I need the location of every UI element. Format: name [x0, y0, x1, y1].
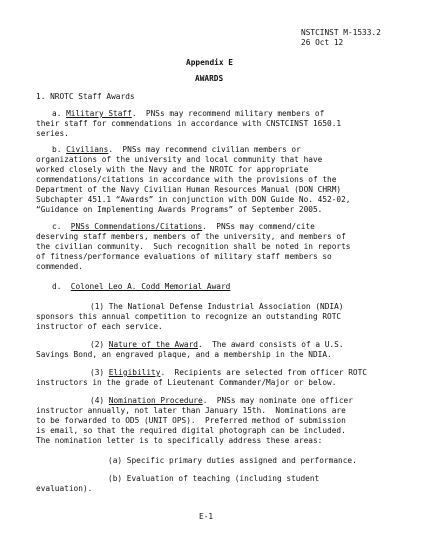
para-c-first-line — [52, 222, 315, 232]
instruction-date: 26 Oct 12 — [301, 38, 344, 47]
page-number: E-1 — [199, 512, 214, 521]
para-c-line: commended. — [36, 262, 83, 271]
para-a-line: their staff for commendations in accordance with CNSTCINST 1650.1 — [36, 119, 342, 128]
para-b-line: Department of the Navy Civilian Human Resources Manual (DON CHRM) — [36, 185, 342, 194]
subpara-1-first-line: (1) The National Defense Industrial Association (NDIA) — [90, 302, 344, 311]
subpara-4-line: is email, so that the required digital photograph can be included. — [36, 426, 346, 435]
para-b-first-line — [52, 145, 301, 155]
para-b-line: “Guidance on Implementing Awards Programs” of September 2005. — [36, 205, 323, 214]
subpara-4-title: Nomination Procedure — [108, 396, 203, 405]
para-c-label: c. — [52, 222, 62, 231]
subpara-a-line: (a) Specific primary duties assigned and performance. — [108, 456, 357, 465]
para-c-line: of fitness/performance evaluations of military staff members so — [36, 252, 332, 261]
para-a-line: series. — [36, 129, 69, 138]
para-c-line: the civilian community. Such recognition shall be noted in reports — [36, 242, 351, 251]
para-b-label: b. — [52, 145, 62, 154]
para-b-line: worked closely with the Navy and the NROTC for appropriate — [36, 165, 309, 174]
para-b-title: Civilians — [66, 145, 109, 154]
para-a-title: Military Staff — [66, 109, 132, 118]
para-d-first-line — [52, 282, 230, 292]
para-d-title: Colonel Leo A. Codd Memorial Award — [70, 282, 231, 291]
subpara-3-text: . Recipients are selected from officer ROTC — [160, 368, 367, 377]
subpara-4-line: to be forwarded to OD5 (UNIT OPS). Preferred method of submission — [36, 416, 346, 425]
subpara-2-first-line — [90, 340, 344, 350]
subpara-4-first-line — [90, 396, 353, 406]
subpara-2-text: . The award consists of a U.S. — [198, 340, 344, 349]
subpara-3-line: instructors in the grade of Lieutenant Commander/Major or below. — [36, 378, 337, 387]
subpara-1-line: instructor of each service. — [36, 322, 163, 331]
subpara-4-line: instructor annually, not later than January 15th. Nominations are — [36, 406, 346, 415]
para-b-line: Subchapter 451.1 “Awards” in conjunction with DON Guide No. 452-02, — [36, 195, 351, 204]
subpara-b-line: evaluation). — [36, 484, 93, 493]
instruction-number: NSTCINST M-1533.2 — [301, 28, 381, 37]
para-d-label: d. — [52, 282, 62, 291]
para-b-text: . PNSs may recommend civilian members or — [108, 145, 301, 154]
subpara-2-title: Nature of the Award — [108, 340, 198, 349]
subpara-2-number: (2) — [90, 340, 105, 349]
subpara-2-line: Savings Bond, an engraved plaque, and a membership in the NDIA. — [36, 350, 332, 359]
section-heading: 1. NROTC Staff Awards — [36, 92, 135, 101]
para-b-line: commendations/citations in accordance with the provisions of the — [36, 175, 337, 184]
para-c-title: PNSs Commendations/Citations — [70, 222, 203, 231]
para-c-text: . PNSs may commend/cite — [202, 222, 315, 231]
para-c-line: deserving staff members, members of the university, and members of — [36, 232, 346, 241]
subpara-3-number: (3) — [90, 368, 105, 377]
subpara-3-first-line — [90, 368, 367, 378]
para-a-first-line — [52, 109, 324, 119]
subpara-4-number: (4) — [90, 396, 105, 405]
appendix-title: Appendix E — [186, 58, 233, 67]
para-a-label: a. — [52, 109, 62, 118]
subpara-3-title: Eligibility — [108, 368, 161, 377]
subpara-1-line: sponsors this annual competition to recognize an outstanding ROTC — [36, 312, 342, 321]
section-title: AWARDS — [195, 74, 224, 83]
subpara-b-first-line: (b) Evaluation of teaching (including student — [108, 474, 320, 483]
subpara-4-text: . PNSs may nominate one officer — [202, 396, 353, 405]
para-a-text: . PNSs may recommend military members of — [131, 109, 325, 118]
para-b-line: organizations of the university and local community that have — [36, 155, 323, 164]
subpara-4-line: The nomination letter is to specifically address these areas: — [36, 436, 323, 445]
